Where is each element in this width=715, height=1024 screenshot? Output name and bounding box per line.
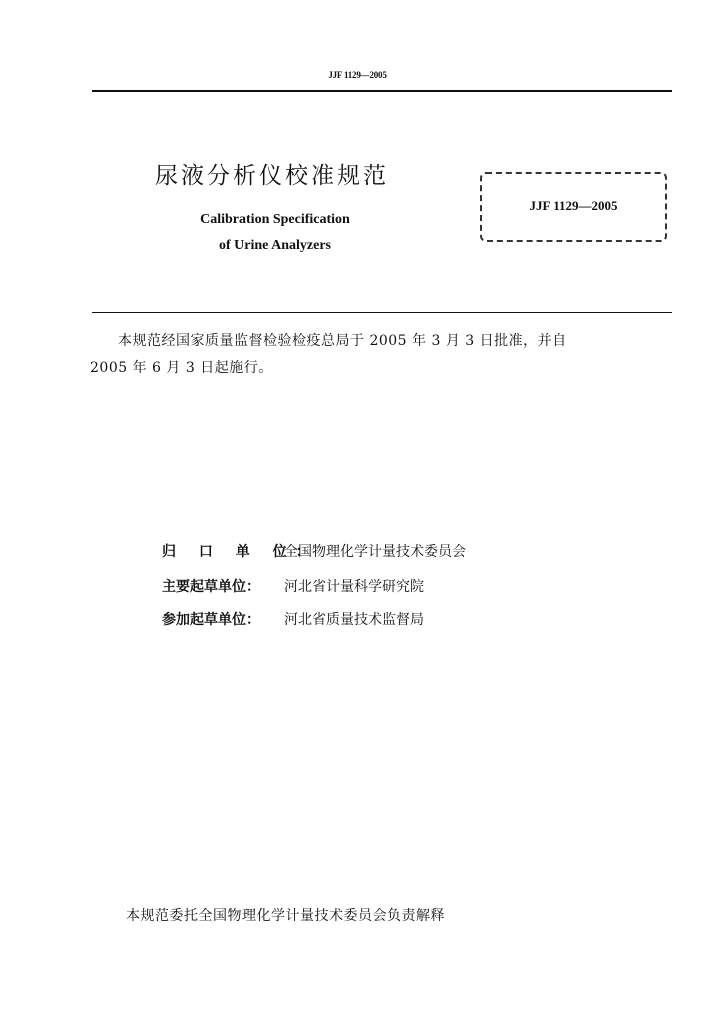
org-value-main-drafter: 河北省计量科学研究院 [284,579,424,595]
org-label-participating-drafter: 参加起草单位： [162,612,260,628]
title-english-line1: Calibration Specification [200,212,350,227]
approval-statement-line1: 本规范经国家质量监督检验检疫总局于 2005 年 3 月 3 日批准，并自 [118,333,567,349]
top-rule [92,90,672,92]
org-value-participating-drafter: 河北省质量技术监督局 [284,612,424,628]
interpretation-statement: 本规范委托全国物理化学计量技术委员会负责解释 [126,908,445,924]
org-row-participating-drafter [162,609,424,629]
org-label-responsible: 归 口 单 位： [162,544,319,560]
section-rule [92,312,672,313]
approval-statement-line2: 2005 年 6 月 3 日起施行。 [90,360,273,376]
org-label-main-drafter: 主要起草单位： [162,579,260,595]
org-row-main-drafter [162,576,424,596]
title-english-line2: of Urine Analyzers [219,238,331,253]
org-row-responsible [162,541,466,561]
running-header-code: JJF 1129—2005 [328,70,387,80]
standard-code: JJF 1129—2005 [529,198,618,213]
org-value-responsible: 全国物理化学计量技术委员会 [284,544,466,560]
title-chinese: 尿液分析仪校准规范 [155,163,389,189]
